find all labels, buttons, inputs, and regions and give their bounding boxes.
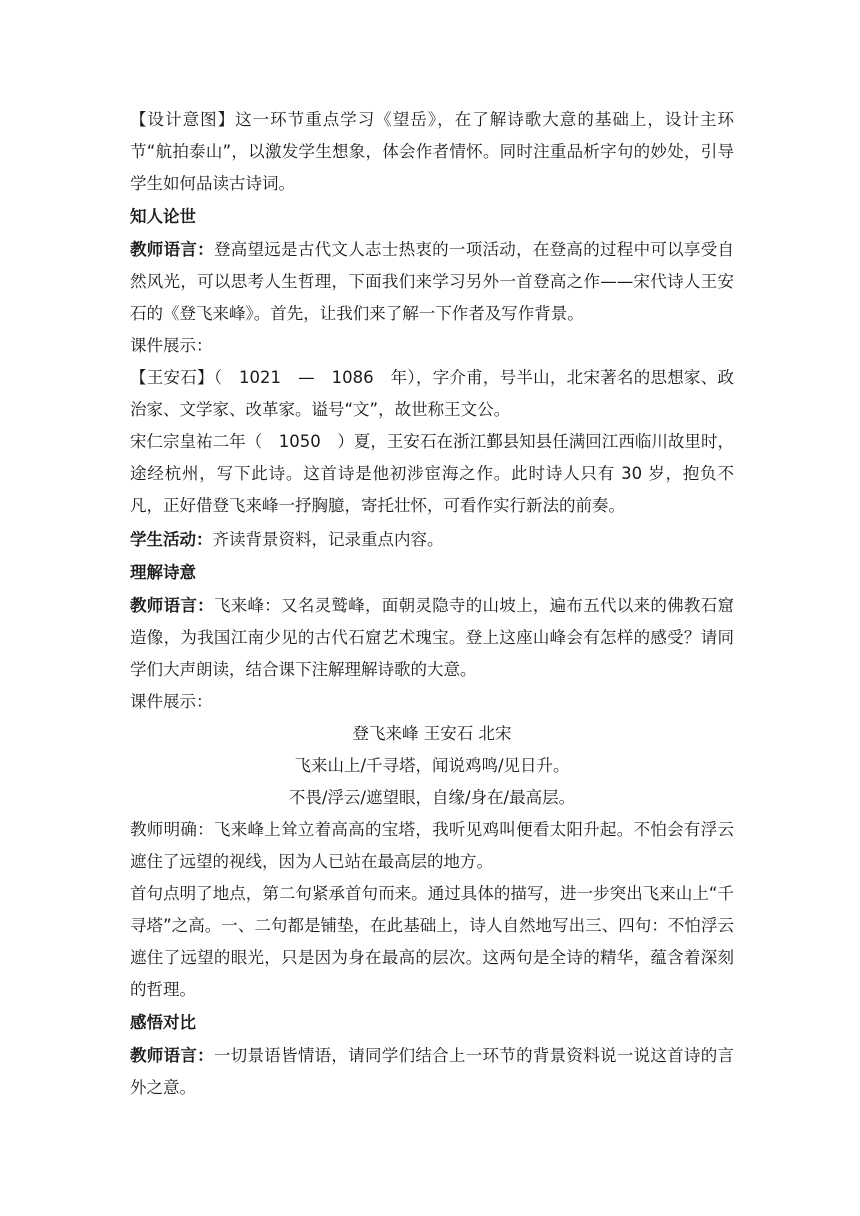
student-activity-paragraph [130,524,734,556]
document-page [130,104,734,1104]
section-heading-understand-poem: 理解诗意 [130,563,196,582]
section-heading-reflect-compare: 感悟对比 [130,1013,196,1032]
student-label: 学生活动： [130,530,213,549]
courseware-label: 课件展示： [130,336,213,355]
teacher-label: 教师语言： [130,240,214,259]
teacher-text: 飞来峰：又名灵鹫峰，面朝灵隐寺的山坡上，遍布五代以来的佛教石窟造像，为我国江南少见的古代石窟艺术瑰宝。登上这座山峰会有怎样的感受？请同学们大声朗读，结合课下注解理解诗歌的大意。 [130,596,735,679]
author-bio-paragraph: 【王安石】（ 1021 — 1086 年），字介甫，号半山，北宋著名的思想家、政治家、文学家、改革家。谥号“文”，故世称王文公。 [130,368,734,419]
poem-line: 飞来山上/千寻塔，闻说鸡鸣/见日升。 [294,756,570,775]
student-text: 齐读背景资料，记录重点内容。 [212,530,444,549]
teacher-text: 登高望远是古代文人志士热衷的一项活动，在登高的过程中可以享受自然风光，可以思考人生哲理，下面我们来学习另外一首登高之作——宋代诗人王安石的《登飞来峰》。首先，让我们来了解一下作者及写作背景。 [130,240,735,323]
teacher-language-paragraph [130,234,734,330]
teacher-text: 一切景语皆情语，请同学们结合上一环节的背景资料说一说这首诗的言外之意。 [130,1046,735,1097]
teacher-label: 教师语言： [130,1046,214,1065]
teacher-language-paragraph [130,1040,734,1104]
teacher-language-paragraph [130,590,734,686]
courseware-label: 课件展示： [130,692,213,711]
section-heading-know-author: 知人论世 [130,207,196,226]
poem-title: 登飞来峰 王安石 北宋 [352,724,512,743]
teacher-label: 教师语言： [130,596,214,615]
analysis-paragraph: 首句点明了地点，第二句紧承首句而来。通过具体的描写，进一步突出飞来山上“千寻塔”之高。一、二句都是铺垫，在此基础上，诗人自然地写出三、四句：不怕浮云遮住了远望的眼光，只是因为身在最高的层次。这两句是全诗的精华，蕴含着深刻的哲理。 [130,884,734,999]
design-intent-paragraph: 【设计意图】这一环节重点学习《望岳》，在了解诗歌大意的基础上，设计主环节“航拍泰山”，以激发学生想象，体会作者情怀。同时注重品析字句的妙处，引导学生如何品读古诗词。 [130,110,734,193]
teacher-clarify-paragraph: 教师明确：飞来峰上耸立着高高的宝塔，我听见鸡叫便看太阳升起。不怕会有浮云遮住了远望的视线，因为人已站在最高层的地方。 [130,820,734,871]
poem-line: 不畏/浮云/遮望眼，自缘/身在/最高层。 [288,788,576,807]
background-paragraph: 宋仁宗皇祐二年（ 1050 ）夏，王安石在浙江鄞县知县任满回江西临川故里时，途经杭州，写下此诗。这首诗是他初涉宦海之作。此时诗人只有 30 岁，抱负不凡，正好借登飞来峰一抒胸臆，寄托壮怀，可看作实行新法的前奏。 [130,432,734,515]
